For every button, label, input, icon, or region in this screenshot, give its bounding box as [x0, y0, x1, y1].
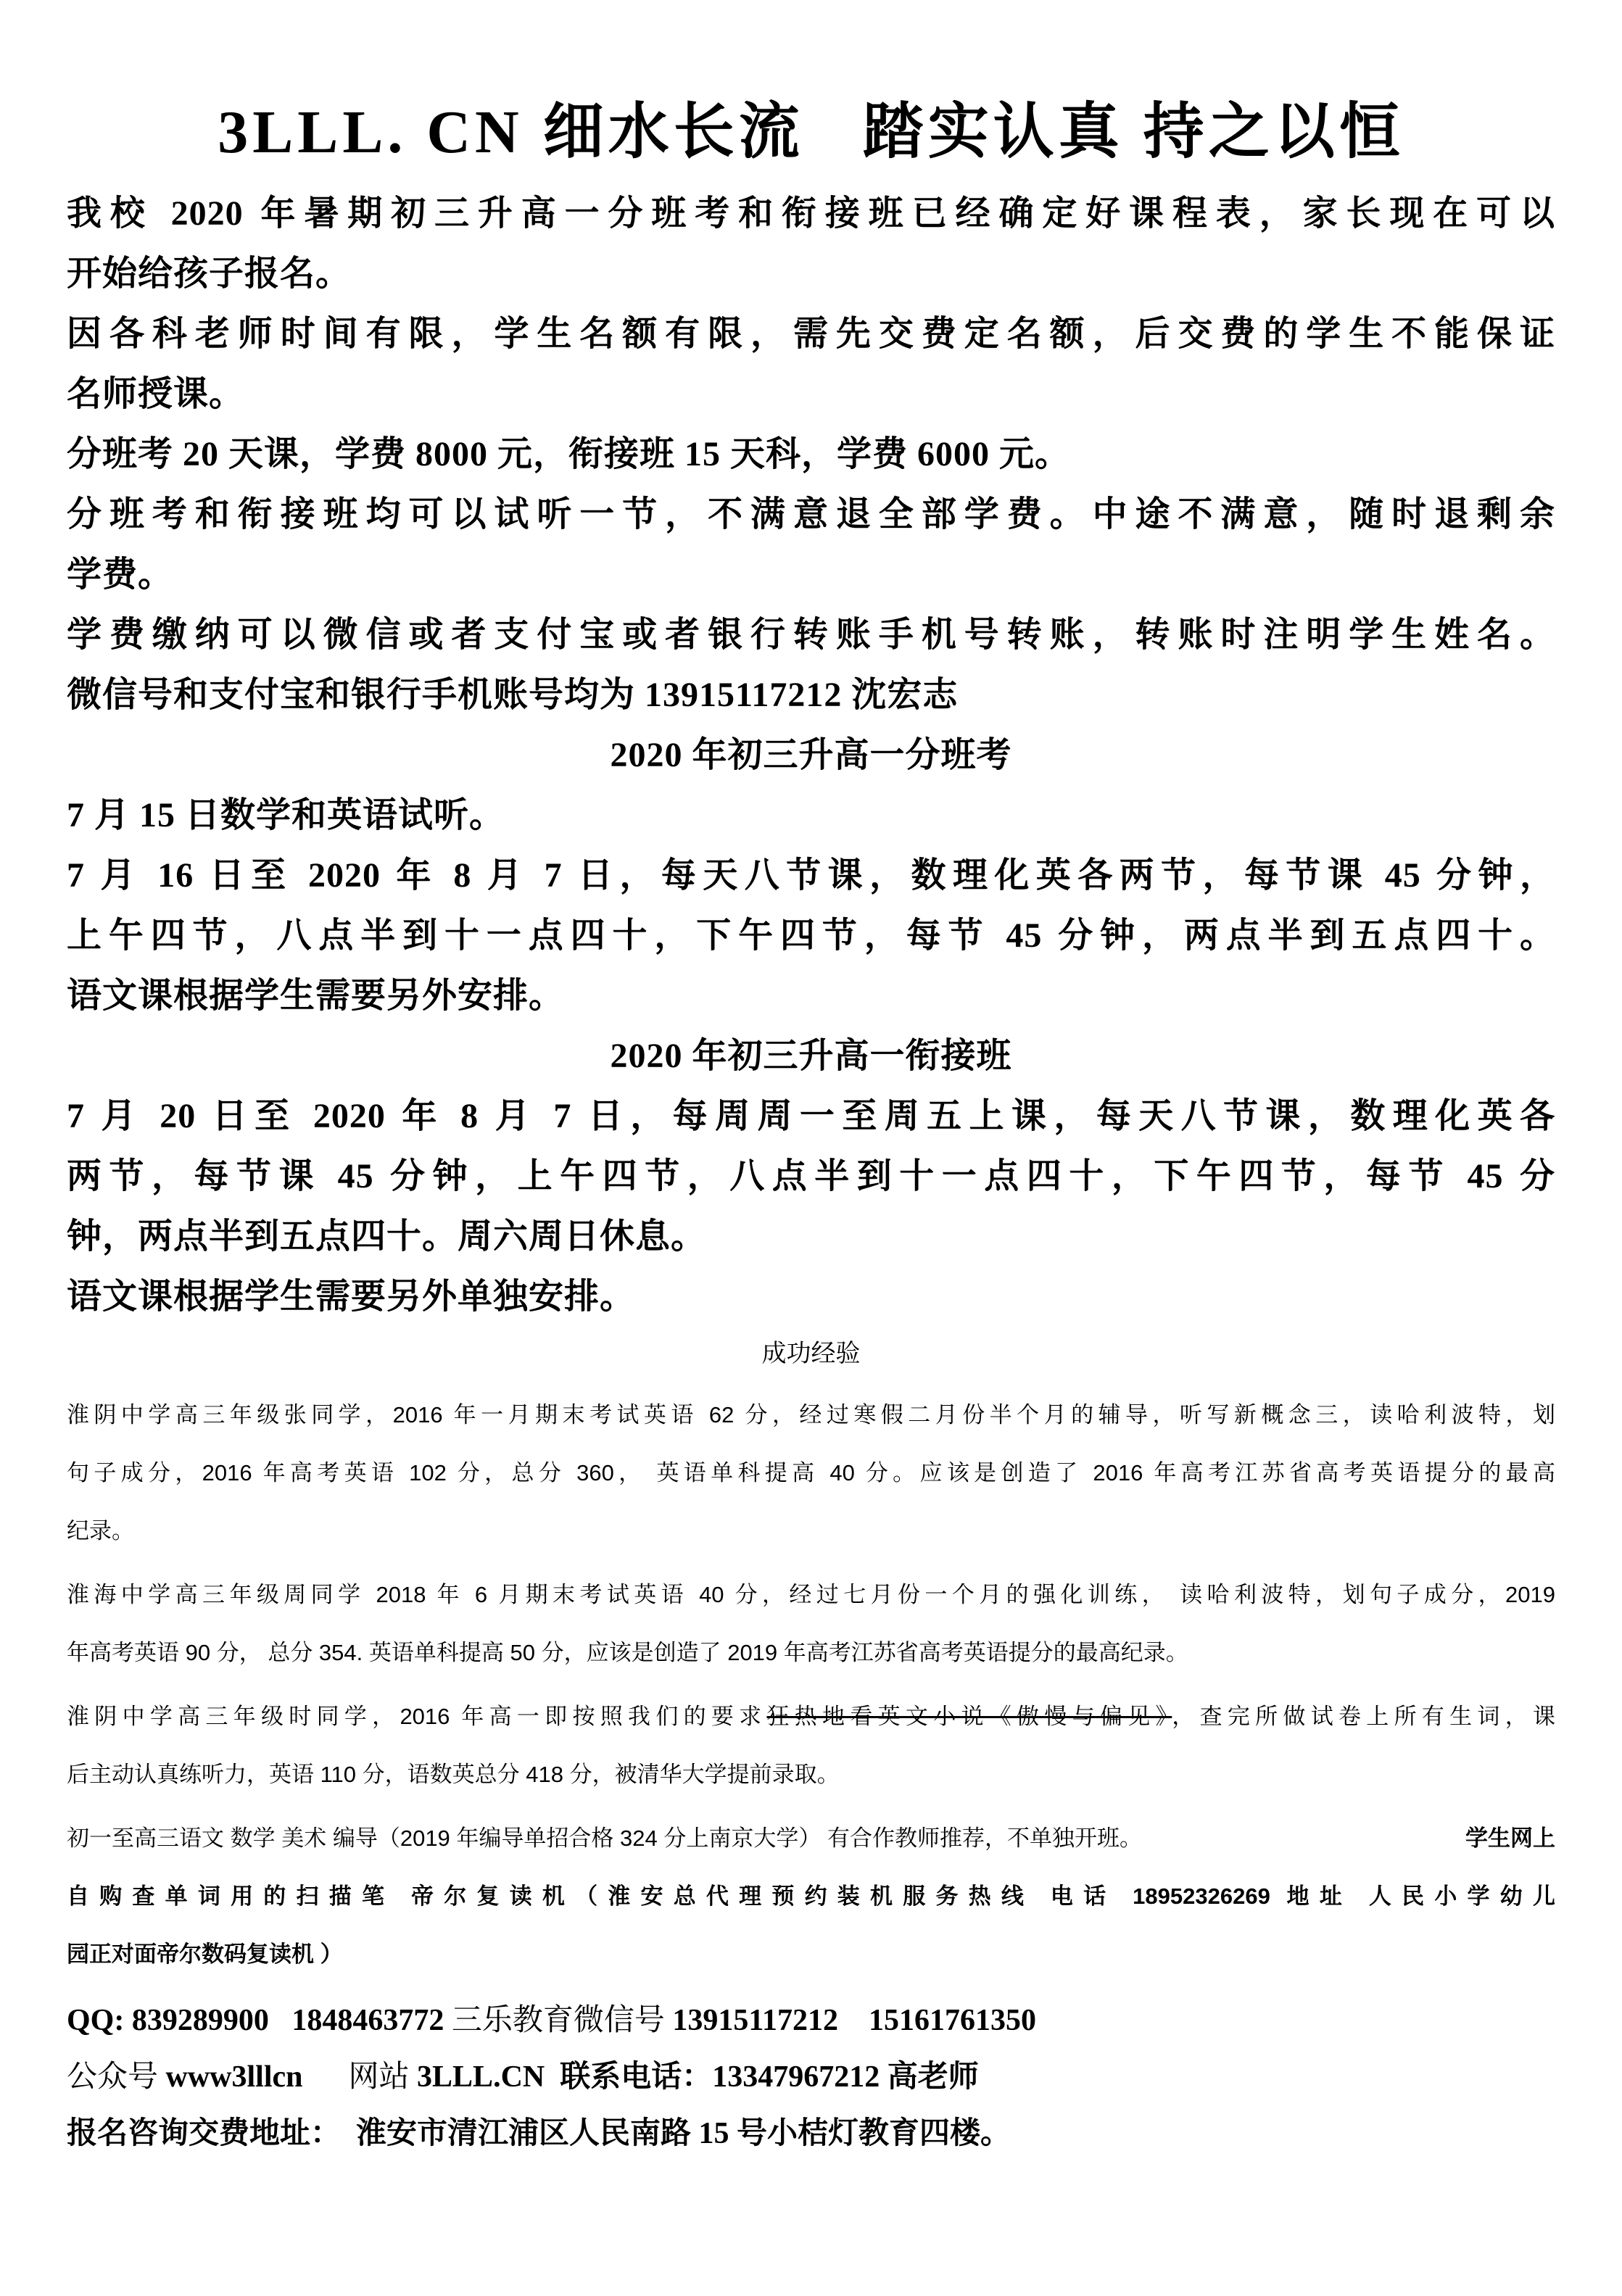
intro-line: 名师授课。: [67, 375, 245, 413]
qq-wechat-line: [67, 1992, 1555, 2049]
success-paragraph: [67, 1386, 1555, 1560]
tuition-line: 分班考 20 天课，学费 8000 元，衔接班 15 天科，学费 6000 元。: [67, 435, 1071, 473]
bridge-class-line: 钟，两点半到五点四十。周六周日休息。: [67, 1217, 707, 1256]
scanner-pen-line: 自购查单词用的扫描笔 帝尔复读机（淮安总代理预约装机服务热线 电话 18952326269 地址 人民小学幼儿: [67, 1883, 1555, 1909]
success-heading: 成功经验: [761, 1340, 861, 1367]
wechat-label: 三乐教育微信号: [451, 2004, 673, 2037]
placement-exam-heading: 2020 年初三升高一分班考: [610, 736, 1012, 774]
qq-numbers: QQ: 839289900 1848463772: [67, 2004, 452, 2037]
payment-line: 学费缴纳可以微信或者支付宝或者银行转账手机号转账，转账时注明学生姓名。: [67, 616, 1555, 654]
courses-line: [67, 1810, 1555, 1868]
placement-exam-line: 上午四节，八点半到十一点四十，下午四节，每节 45 分钟，两点半到五点四十。: [67, 916, 1555, 955]
success-line: 纪录。: [67, 1518, 134, 1543]
wechat-numbers: 13915117212 15161761350: [672, 2004, 1037, 2037]
success-stories-block: [67, 1386, 1555, 1984]
intro-line: 因各科老师时间有限，学生名额有限，需先交费定名额，后交费的学生不能保证: [67, 315, 1555, 353]
success-line: 淮海中学高三年级周同学 2018 年 6 月期末考试英语 40 分，经过七月份一个月的强化训练， 读哈利波特，划句子成分，2019: [67, 1582, 1555, 1607]
bridge-class-line: 两节，每节课 45 分钟，上午四节，八点半到十一点四十，下午四节，每节 45 分: [67, 1157, 1555, 1195]
success-paragraph: [67, 1566, 1555, 1682]
contact-block: [67, 1992, 1555, 2162]
success-line: 句子成分，2016 年高考英语 102 分，总分 360， 英语单科提高 40 分。应该是创造了 2016 年高考江苏省高考英语提分的最高: [67, 1460, 1555, 1485]
courses-note-paragraph: [67, 1810, 1555, 1984]
page-title: 3LLL. CN 细水长流 踏实认真 持之以恒: [218, 99, 1404, 166]
bridge-class-heading: 2020 年初三升高一衔接班: [610, 1037, 1012, 1075]
placement-exam-line: 7 月 15 日数学和英语试听。: [67, 796, 505, 834]
success-line: [67, 1688, 1555, 1746]
success-line: 后主动认真练听力，英语 110 分，语数英总分 418 分，被清华大学提前录取。: [67, 1762, 840, 1787]
intro-line: 我校 2020 年暑期初三升高一分班考和衔接班已经确定好课程表，家长现在可以: [67, 194, 1555, 233]
website-label: 网站: [302, 2060, 418, 2094]
success-line: 年高考英语 90 分， 总分 354. 英语单科提高 50 分，应该是创造了 2019 年高考江苏省高考英语提分的最高纪录。: [67, 1640, 1188, 1665]
success-line-text: 淮阴中学高三年级时同学，2016 年高一即按照我们的要求: [67, 1704, 767, 1729]
success-line-text: ，查完所做试卷上所有生词，课: [1172, 1704, 1556, 1729]
placement-exam-line: 语文课根据学生需要另外安排。: [67, 977, 565, 1015]
intro-line: 开始给孩子报名。: [67, 254, 352, 293]
bridge-class-line: 语文课根据学生需要另外单独安排。: [67, 1277, 636, 1316]
main-text-block: [67, 183, 1555, 1327]
scanner-pen-line: 园正对面帝尔数码复读机 ）: [67, 1941, 343, 1967]
public-account-value: www3lllcn: [165, 2060, 303, 2094]
strikethrough-text: 狂热地看英文小说《傲慢与偏见》: [766, 1704, 1172, 1729]
refund-line: 学费。: [67, 555, 174, 594]
refund-line: 分班考和衔接班均可以试听一节，不满意退全部学费。中途不满意，随时退剩余: [67, 495, 1555, 534]
website-and-phone: 3LLL.CN 联系电话：13347967212 高老师: [417, 2060, 979, 2094]
public-account-label: 公众号: [67, 2060, 166, 2094]
website-line: [67, 2049, 1555, 2105]
bold-note-start: 学生网上: [1465, 1825, 1555, 1851]
bridge-class-line: 7 月 20 日至 2020 年 8 月 7 日，每周周一至周五上课，每天八节课，数理化英各: [67, 1097, 1555, 1135]
success-line: 淮阴中学高三年级张同学，2016 年一月期末考试英语 62 分，经过寒假二月份半个月的辅导，听写新概念三，读哈利波特，划: [67, 1402, 1555, 1427]
payment-account-line: 微信号和支付宝和银行手机账号均为 13915117212 沈宏志: [67, 676, 959, 714]
placement-exam-line: 7 月 16 日至 2020 年 8 月 7 日，每天八节课，数理化英各两节，每节课 45 分钟，: [67, 856, 1555, 895]
success-paragraph: [67, 1688, 1555, 1804]
address-line: 报名咨询交费地址： 淮安市清江浦区人民南路 15 号小桔灯教育四楼。: [67, 2117, 1011, 2150]
courses-line-text: 初一至高三语文 数学 美术 编导（2019 年编导单招合格 324 分上南京大学） 有合作教师推荐，不单独开班。: [67, 1825, 1142, 1851]
